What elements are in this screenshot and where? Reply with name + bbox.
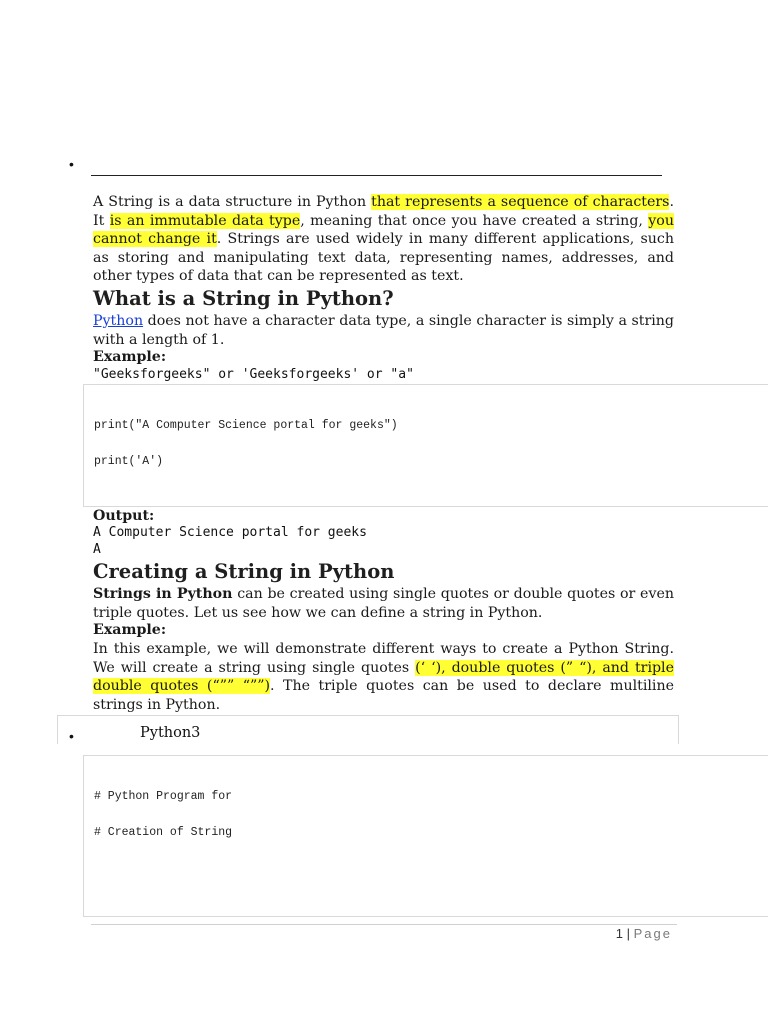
- example-text: . The triple quotes can be used to declare multiline strings in Python.: [93, 678, 674, 713]
- code-line: print("A Computer Science portal for geeks"): [94, 419, 398, 432]
- footer-rule: [91, 924, 677, 925]
- code-block: [83, 384, 768, 507]
- section2-example-paragraph: [93, 640, 674, 714]
- example-code: "Geeksforgeeks" or 'Geeksforgeeks' or "a": [93, 367, 414, 382]
- code-line: print('A'): [94, 455, 164, 468]
- output-line: A Computer Science portal for geeks: [93, 525, 367, 540]
- python-link[interactable]: Python: [93, 313, 144, 329]
- list-bullet: •: [69, 156, 74, 172]
- list-bullet: •: [69, 728, 74, 744]
- section-heading: Creating a String in Python: [93, 560, 395, 583]
- section2-paragraph: [93, 585, 674, 622]
- example-label: Example:: [93, 622, 167, 638]
- highlighted-text: (‘ ‘), double quotes (” “), and triple double quotes (“”” “””): [93, 659, 674, 695]
- page-word: Page: [633, 926, 672, 941]
- example-label: Example:: [93, 349, 167, 365]
- bold-lead: Strings in Python: [93, 586, 233, 602]
- section1-paragraph: [93, 312, 674, 349]
- page-number: 1: [615, 926, 623, 941]
- section1-text: does not have a character data type, a single character is simply a string with a length of 1.: [93, 313, 674, 348]
- intro-text: A String is a data structure in Python: [93, 194, 372, 210]
- output-line: A: [93, 542, 101, 557]
- footer-separator: |: [626, 926, 630, 941]
- code-block: [83, 755, 768, 917]
- highlighted-text: that represents a sequence of characters: [371, 194, 670, 210]
- section-heading: What is a String in Python?: [93, 287, 394, 310]
- intro-text: . Strings are used widely in many different applications, such as storing and manipulating text data, representing names, addresses, and other types of data that can be represented as text.: [93, 231, 674, 285]
- highlighted-text: you cannot change it: [93, 212, 674, 248]
- code-line: # Python Program for: [94, 790, 233, 803]
- section2-text: can be created using single quotes or double quotes or even triple quotes. Let us see how we can define a string in Python.: [93, 586, 675, 621]
- highlighted-text: is an immutable data type: [109, 212, 301, 229]
- output-label: Output:: [93, 508, 155, 524]
- horizontal-rule: [91, 175, 662, 176]
- intro-text: , meaning that once you have created a string,: [300, 212, 649, 229]
- tab-python3[interactable]: Python3: [140, 725, 201, 741]
- example-text: In this example, we will demonstrate different ways to create a Python String. We will create a string using single quotes: [93, 641, 674, 676]
- intro-paragraph: [93, 193, 674, 286]
- intro-text: . It: [93, 194, 674, 229]
- page-footer: [616, 926, 672, 941]
- code-line: # Creation of String: [94, 826, 233, 839]
